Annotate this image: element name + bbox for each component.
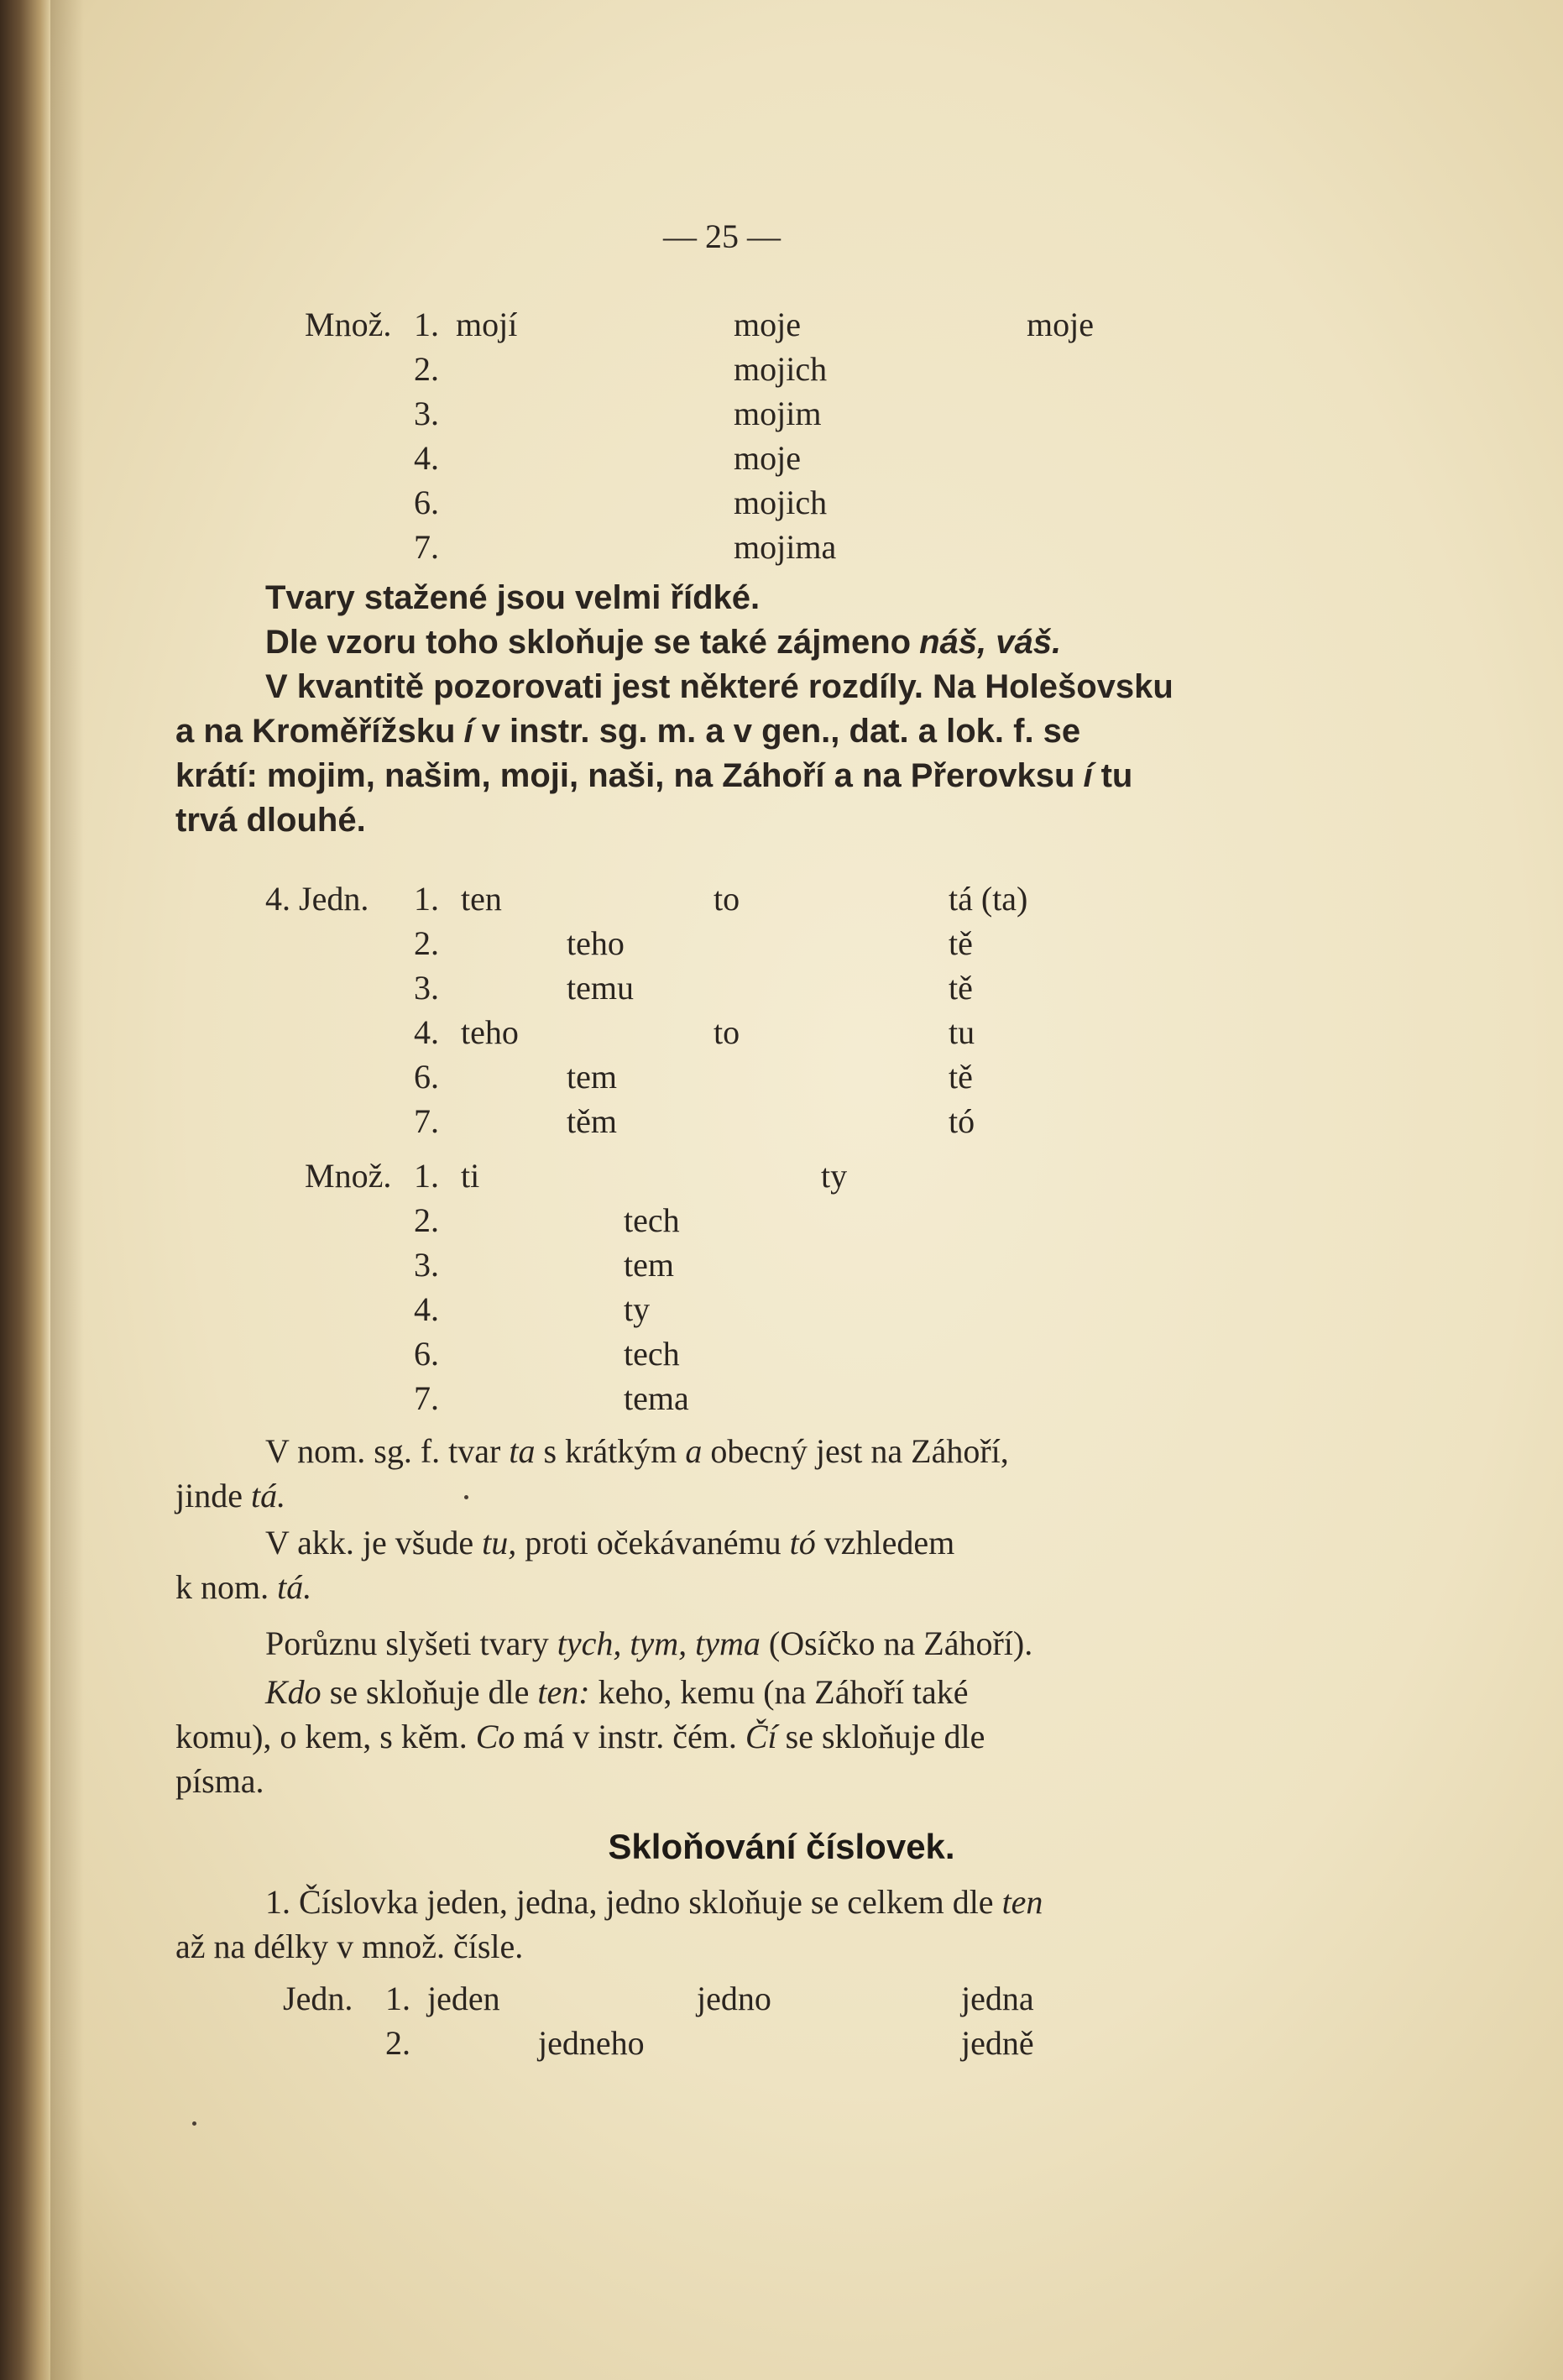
form-feminine: tu — [949, 1013, 975, 1051]
text-run: V kvantitě pozorovati jest některé rozdíly. Na Holešovsku — [265, 668, 1174, 705]
text-line — [175, 714, 1080, 748]
text-run-italic: ten — [1001, 1883, 1043, 1921]
text-line — [175, 1930, 523, 1964]
form-neuter: to — [714, 880, 740, 918]
text-run-italic: Čí — [745, 1718, 777, 1755]
form-plural: ty — [624, 1290, 651, 1328]
text-run-italic: a — [685, 1432, 703, 1470]
book-spine — [0, 0, 50, 2380]
text-line — [175, 1762, 264, 1800]
case-number: 1. — [414, 1157, 439, 1195]
form-feminine: tě — [949, 969, 973, 1007]
page-fold-shadow — [50, 0, 84, 2380]
paradigm-label: Jedn. — [283, 1980, 353, 2017]
section-heading: Skloňování číslovek. — [608, 1827, 955, 1866]
text-line — [175, 1568, 312, 1606]
text-run-italic: tych, tym, tyma — [557, 1624, 761, 1662]
text-run: v instr. sg. m. a v gen., dat. a lok. f. se — [481, 713, 1081, 750]
form-masculine: jeden — [427, 1980, 500, 2017]
text-run: Tvary stažené jsou velmi řídké. — [265, 579, 761, 616]
form-neuter: mojim — [734, 395, 822, 432]
form-masculine: mojí — [456, 306, 518, 343]
case-number: 2. — [414, 1201, 439, 1239]
paper-speck — [192, 2121, 196, 2126]
case-number: 7. — [414, 528, 439, 566]
form-masculine: teho — [461, 1013, 519, 1051]
paradigm-label: 4. Jedn. — [265, 880, 369, 918]
case-number: 3. — [414, 1246, 439, 1284]
text-run: Porůznu slyšeti tvary — [265, 1624, 549, 1662]
text-line — [265, 1526, 954, 1560]
text-line — [265, 670, 1174, 704]
text-run: vzhledem — [823, 1524, 955, 1561]
case-number: 4. — [414, 439, 439, 477]
case-number: 7. — [414, 1102, 439, 1140]
text-run: tu — [1100, 757, 1133, 794]
case-number: 7. — [414, 1379, 439, 1417]
text-run: keho, kemu (na Záhoří také — [598, 1673, 969, 1711]
form-plural: tech — [624, 1335, 680, 1373]
form-feminine: tá (ta) — [949, 880, 1028, 918]
text-run-italic: Co — [475, 1718, 515, 1755]
text-run: obecný jest na Záhoří, — [710, 1432, 1009, 1470]
form-feminine: tě — [949, 924, 973, 962]
page-number: — 25 — — [663, 217, 781, 255]
form-neuter: moje — [734, 306, 801, 343]
form-plural: tem — [624, 1246, 674, 1284]
case-number: 2. — [385, 2024, 410, 2062]
form-masculine: ti — [461, 1157, 480, 1195]
form-neuter: mojima — [734, 528, 837, 566]
text-run: se skloňuje dle — [329, 1673, 530, 1711]
form-masculine: teho — [567, 924, 625, 962]
text-run-italic: í — [1083, 757, 1093, 794]
form-masculine: jedneho — [538, 2024, 645, 2062]
form-plural: tema — [624, 1379, 689, 1417]
text-run: a na Kroměřížsku — [175, 713, 456, 750]
form-feminine: jedně — [961, 2024, 1034, 2062]
text-run-italic: tá. — [277, 1568, 312, 1606]
form-masculine: ten — [461, 880, 502, 918]
text-run: k nom. — [175, 1568, 269, 1606]
text-line — [175, 1720, 985, 1754]
text-run-italic: ten: — [537, 1673, 590, 1711]
form-feminine: ty — [821, 1157, 848, 1195]
form-neuter: jedno — [697, 1980, 771, 2017]
case-number: 2. — [414, 350, 439, 388]
case-number: 1. — [414, 880, 439, 918]
form-masculine: tem — [567, 1058, 617, 1096]
text-line — [175, 759, 1132, 792]
paper-speck — [464, 1495, 468, 1499]
text-line — [265, 1432, 1009, 1470]
form-feminine: tó — [949, 1102, 975, 1140]
text-run: s krátkým — [543, 1432, 677, 1470]
text-line — [175, 1479, 285, 1513]
text-run-italic: tá. — [250, 1477, 286, 1514]
case-number: 3. — [414, 395, 439, 432]
case-number: 3. — [414, 969, 439, 1007]
text-run: Dle vzoru toho skloňuje se také zájmeno — [265, 624, 912, 661]
form-plural: tech — [624, 1201, 680, 1239]
text-run: písma. — [175, 1762, 264, 1800]
text-run: jinde — [175, 1477, 243, 1514]
form-feminine: jedna — [961, 1980, 1034, 2017]
text-run-italic: Kdo — [265, 1673, 321, 1711]
form-masculine: temu — [567, 969, 634, 1007]
case-number: 6. — [414, 1058, 439, 1096]
text-run: trvá dlouhé. — [175, 802, 366, 839]
text-line — [265, 1624, 1033, 1662]
case-number: 4. — [414, 1013, 439, 1051]
case-number: 1. — [414, 306, 439, 343]
text-run: komu), o kem, s kěm. — [175, 1718, 468, 1755]
text-run-italic: tó — [789, 1524, 816, 1561]
text-line — [265, 1883, 1043, 1921]
text-run: (Osíčko na Záhoří). — [768, 1624, 1033, 1662]
text-run-italic: tu, — [482, 1524, 517, 1561]
text-run: proti očekávanému — [525, 1524, 782, 1561]
text-run: se skloňuje dle — [785, 1718, 985, 1755]
text-line — [265, 1673, 969, 1711]
form-neuter: moje — [734, 439, 801, 477]
text-run: krátí: mojim, našim, moji, naši, na Záhoří a na Přerovksu — [175, 757, 1075, 794]
text-run-italic: ta — [509, 1432, 536, 1470]
case-number: 1. — [385, 1980, 410, 2017]
text-run: V akk. je všude — [265, 1524, 474, 1561]
form-feminine: moje — [1027, 306, 1094, 343]
text-run-italic: náš, váš. — [919, 624, 1062, 661]
form-neuter: mojich — [734, 484, 828, 521]
form-masculine: těm — [567, 1102, 617, 1140]
text-run: má v instr. čém. — [523, 1718, 737, 1755]
form-neuter: to — [714, 1013, 740, 1051]
text-line — [265, 581, 760, 615]
paradigm-label: Množ. — [305, 306, 392, 343]
text-line — [175, 803, 366, 837]
case-number: 2. — [414, 924, 439, 962]
text-run: 1. Číslovka jeden, jedna, jedno skloňuje se celkem dle — [265, 1883, 994, 1921]
case-number: 6. — [414, 484, 439, 521]
text-line — [265, 625, 1061, 659]
paradigm-label: Množ. — [305, 1157, 392, 1195]
case-number: 4. — [414, 1290, 439, 1328]
text-run: V nom. sg. f. tvar — [265, 1432, 501, 1470]
text-run-italic: í — [463, 713, 473, 750]
form-neuter: mojich — [734, 350, 828, 388]
text-run: až na délky v množ. čísle. — [175, 1928, 524, 1965]
case-number: 6. — [414, 1335, 439, 1373]
form-feminine: tě — [949, 1058, 973, 1096]
